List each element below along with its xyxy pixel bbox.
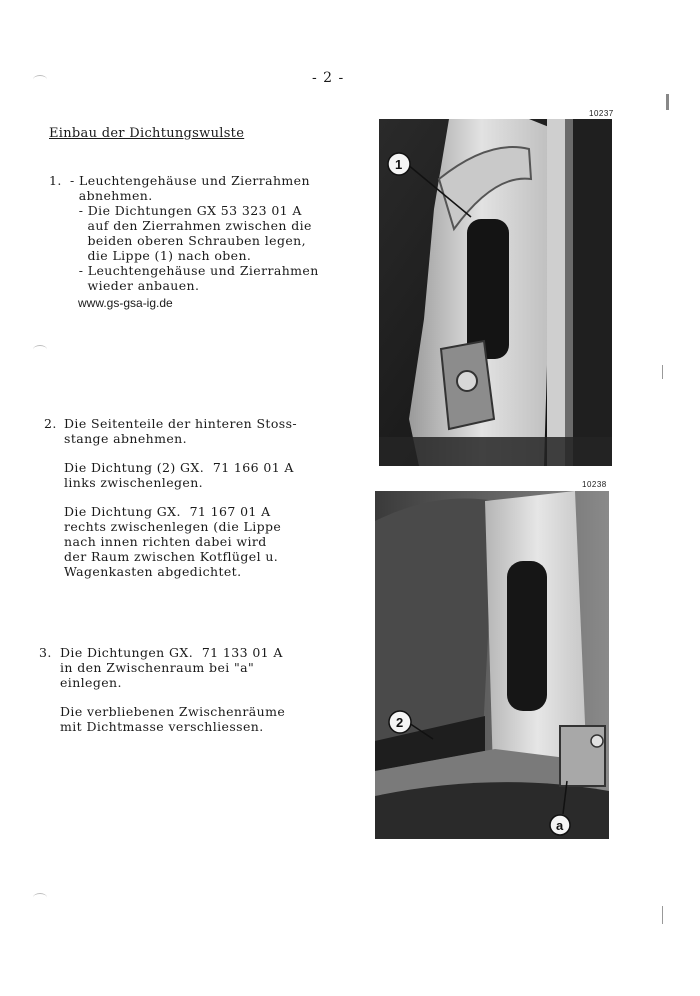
- section-title: Einbau der Dichtungswulste: [49, 126, 245, 141]
- text-line: Die Dichtung GX. 71 167 01 A: [64, 504, 271, 519]
- callout-2-label: 2: [396, 715, 404, 730]
- text-line: wieder anbauen.: [70, 278, 200, 293]
- text-line: nach innen richten dabei wird: [64, 534, 267, 549]
- text-line: der Raum zwischen Kotflügel u.: [64, 549, 279, 564]
- text-line: Die verbliebenen Zwischenräume: [60, 704, 286, 719]
- text-line: - Leuchtengehäuse und Zierrahmen: [70, 263, 319, 278]
- punch-mark: [33, 893, 47, 902]
- step-1-text: [70, 173, 319, 293]
- punch-mark: [33, 75, 47, 84]
- text-line: mit Dichtmasse verschliessen.: [60, 719, 264, 734]
- figure-2-photo: [375, 491, 609, 839]
- text-line: - Leuchtengehäuse und Zierrahmen: [70, 173, 310, 188]
- scan-mark: [662, 365, 665, 379]
- figure-1-number: 10237: [589, 109, 614, 118]
- text-line: beiden oberen Schrauben legen,: [70, 233, 306, 248]
- website-link[interactable]: www.gs-gsa-ig.de: [78, 296, 173, 310]
- taillight-opening-illustration: [379, 119, 612, 466]
- page-number: - 2 -: [312, 70, 345, 86]
- figure-1-photo: [379, 119, 612, 466]
- text-line: in den Zwischenraum bei "a": [60, 660, 255, 675]
- text-line: einlegen.: [60, 675, 122, 690]
- text-line: abnehmen.: [70, 188, 153, 203]
- punch-mark: [33, 345, 47, 354]
- rear-fender-gap-illustration: [375, 491, 609, 839]
- figure-2-number: 10238: [582, 480, 607, 489]
- text-line: stange abnehmen.: [64, 431, 187, 446]
- text-line: Die Dichtung (2) GX. 71 166 01 A: [64, 460, 294, 475]
- scan-mark: [662, 906, 665, 924]
- text-line: auf den Zierrahmen zwischen die: [70, 218, 312, 233]
- step-3-text: [60, 645, 285, 734]
- callout-a-label: a: [556, 818, 564, 833]
- callout-1-label: 1: [395, 157, 403, 172]
- text-line: - Die Dichtungen GX 53 323 01 A: [70, 203, 302, 218]
- text-line: Die Dichtungen GX. 71 133 01 A: [60, 645, 283, 660]
- text-line: Wagenkasten abgedichtet.: [64, 564, 242, 579]
- step-1-number: 1.: [49, 173, 62, 188]
- scan-mark: [666, 94, 671, 110]
- step-2-number: 2.: [44, 416, 57, 431]
- text-line: rechts zwischenlegen (die Lippe: [64, 519, 282, 534]
- step-3-number: 3.: [39, 645, 52, 660]
- text-line: die Lippe (1) nach oben.: [70, 248, 252, 263]
- step-2-text: [64, 416, 297, 579]
- text-line: links zwischenlegen.: [64, 475, 204, 490]
- text-line: Die Seitenteile der hinteren Stoss-: [64, 416, 298, 431]
